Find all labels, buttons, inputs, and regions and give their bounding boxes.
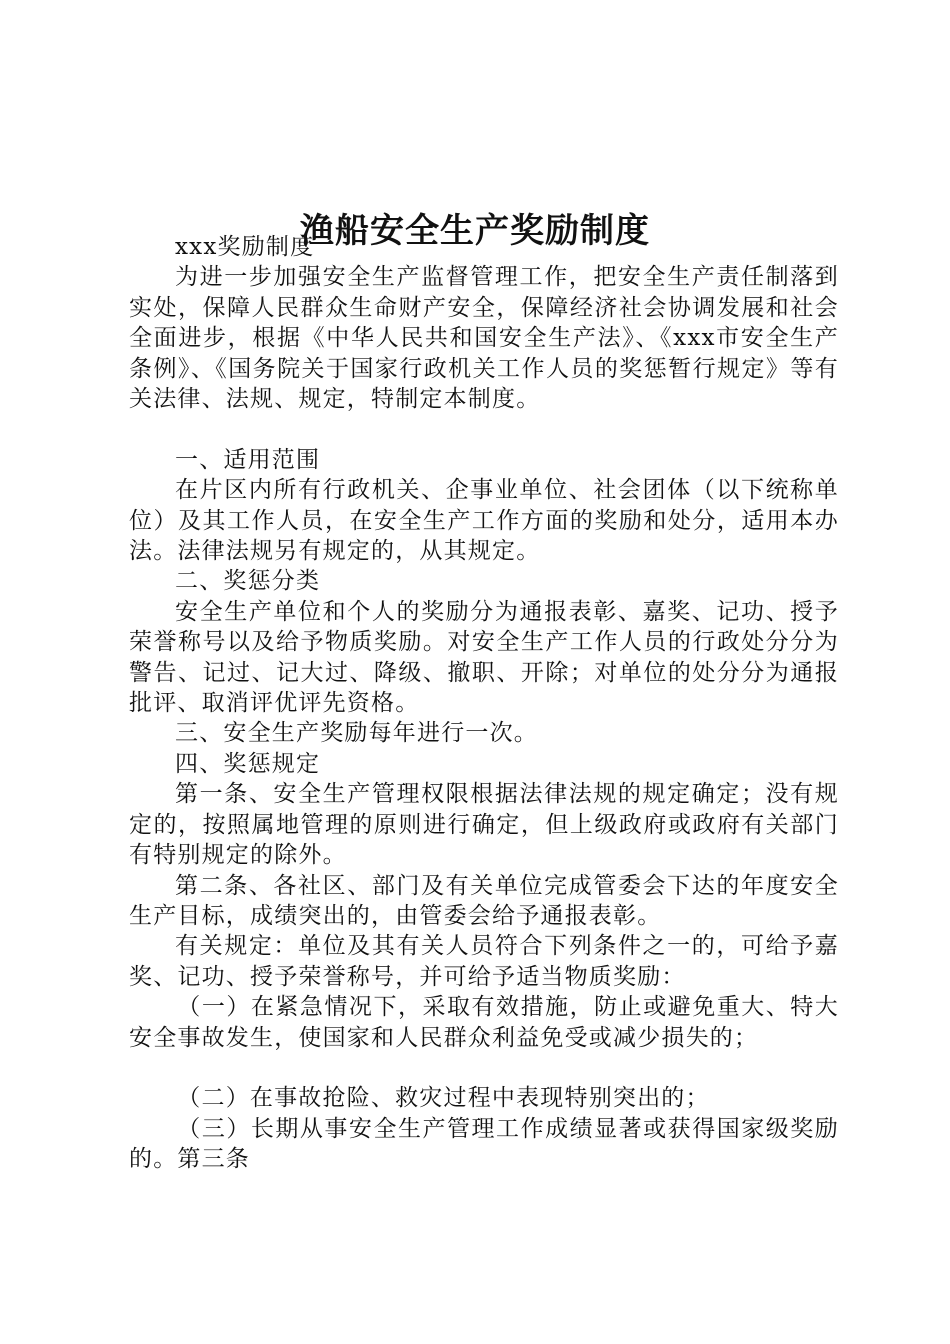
section-heading-frequency: 三、安全生产奖励每年进行一次。 [175,720,538,747]
section-heading-scope: 一、适用范围 [175,446,321,473]
paragraph-subtitle: xxx奖励制度 [175,234,315,260]
document-body [129,232,839,1175]
section-heading-categories: 二、奖惩分类 [175,568,321,595]
document-title: 渔船安全生产奖励制度 [300,210,650,251]
paragraph-preamble: 为进一步加强安全生产监督管理工作，把安全生产责任制落到实处，保障人民群众生命财产安全，保障经济社会协调发展和社会全面进步，根据《中华人民共和国安全生产法》、《xxx市安全生产条例》、《国务院关于国家行政机关工作人员的奖惩暂行规定》等有关法律、法规、规定，特制定本制度。 [129,264,839,413]
paragraph-categories: 安全生产单位和个人的奖励分为通报表彰、嘉奖、记功、授予荣誉称号以及给予物质奖励。对安全生产工作人员的行政处分分为警告、记过、记大过、降级、撤职、开除；对单位的处分分为通报批评、取消评优评先资格。 [129,598,839,717]
list-item-3: （三）长期从事安全生产管理工作成绩显著或获得国家级奖励的。第三条 [129,1115,839,1173]
list-item-1: （一）在紧急情况下，采取有效措施，防止或避免重大、特大安全事故发生，使国家和人民群众利益免受或减少损失的； [129,994,839,1051]
paragraph-related-rules: 有关规定：单位及其有关人员符合下列条件之一的，可给予嘉奖、记功、授予荣誉称号，并可给予适当物质奖励： [129,933,839,990]
blank-line [129,1053,839,1083]
section-heading-rules: 四、奖惩规定 [175,750,321,777]
paragraph-scope: 在片区内所有行政机关、企事业单位、社会团体（以下统称单位）及其工作人员，在安全生产工作方面的奖励和处分，适用本办法。法律法规另有规定的，从其规定。 [129,477,839,565]
blank-line [129,414,839,444]
paragraph-article-1: 第一条、安全生产管理权限根据法律法规的规定确定；没有规定的，按照属地管理的原则进行确定，但上级政府或政府有关部门有特别规定的除外。 [129,781,839,869]
paragraph-article-2: 第二条、各社区、部门及有关单位完成管委会下达的年度安全生产目标，成绩突出的，由管委会给予通报表彰。 [129,872,839,929]
list-item-2: （二）在事故抢险、救灾过程中表现特别突出的； [177,1085,710,1112]
